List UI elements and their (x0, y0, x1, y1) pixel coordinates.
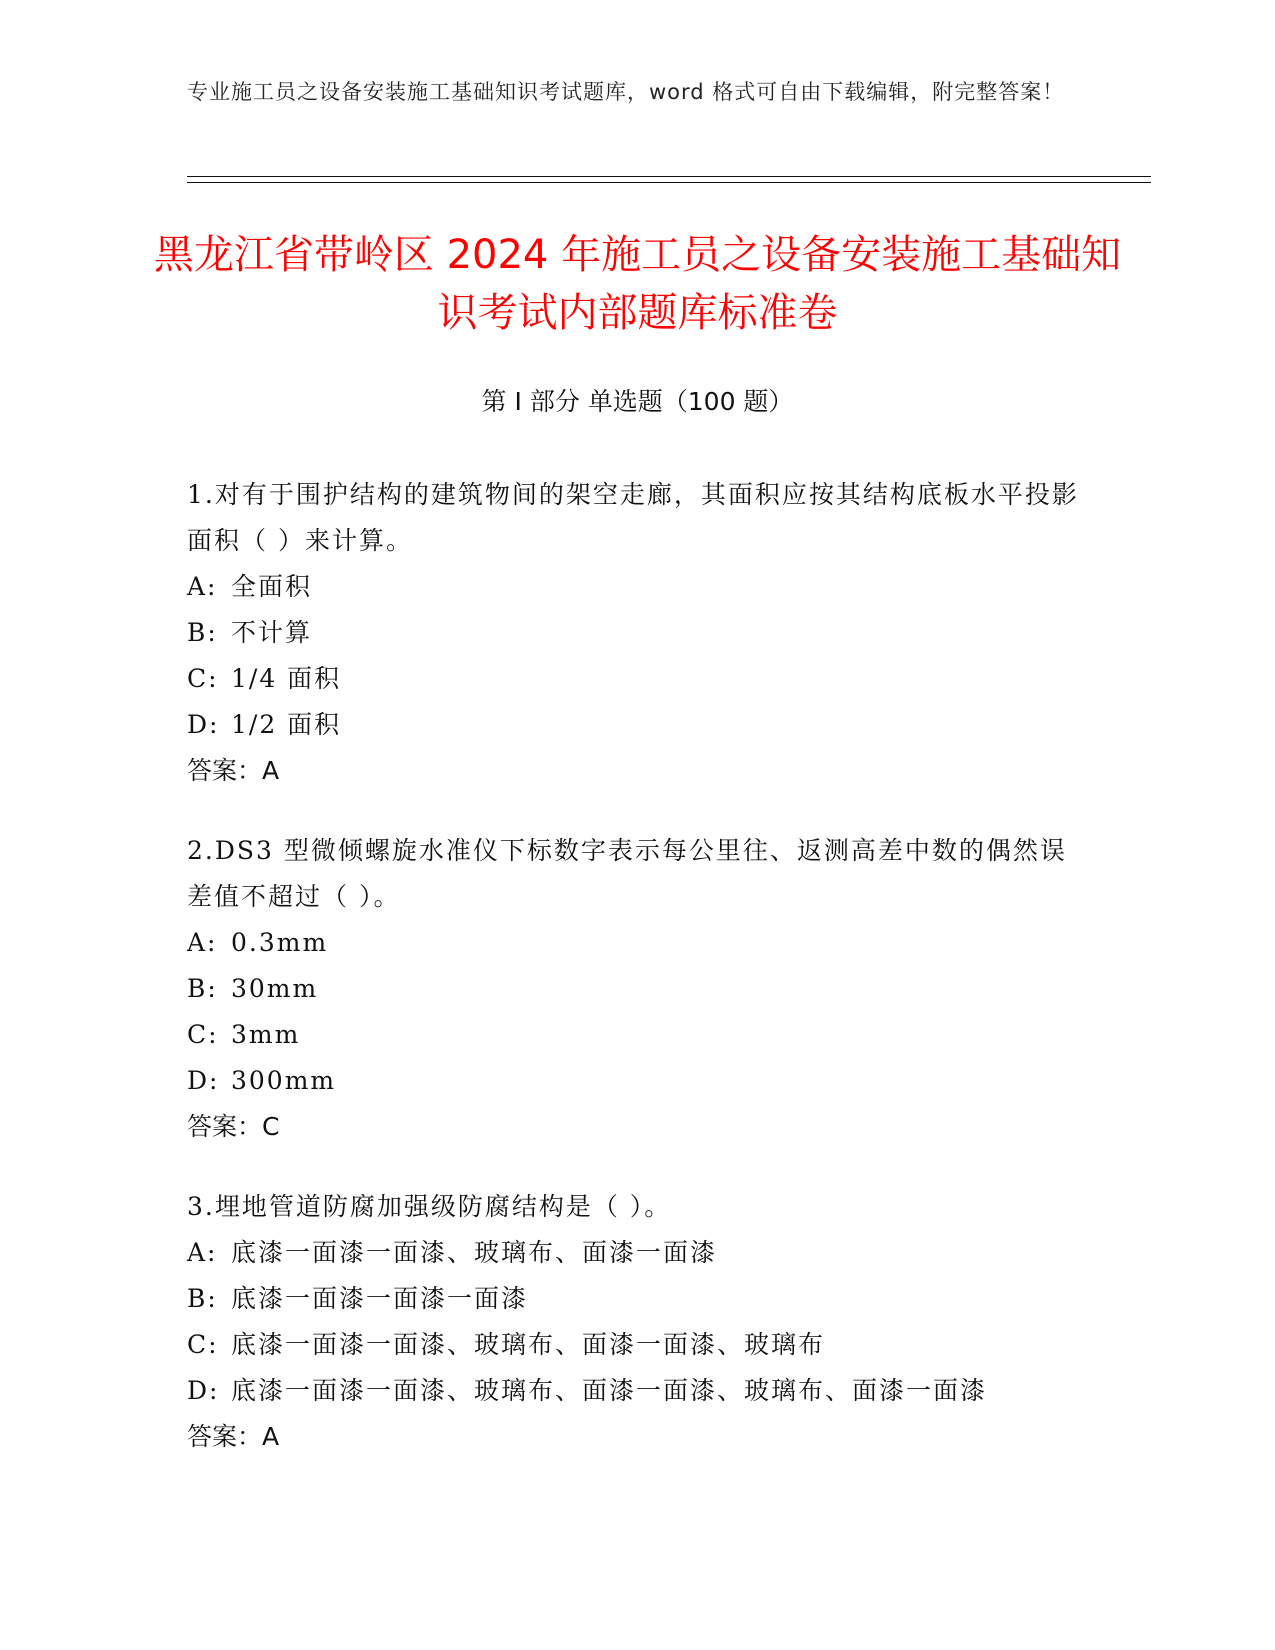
option-letter: A: (187, 928, 218, 957)
option-a (187, 920, 1087, 966)
option-letter: D: (187, 1066, 220, 1095)
option-b (187, 1276, 1087, 1322)
question-text: DS3 型微倾螺旋水准仪下标数字表示每公里往、返测高差中数的偶然误差值不超过（ ）。 (187, 836, 1067, 911)
header-divider-bottom (187, 182, 1151, 183)
header-note: 专业施工员之设备安装施工基础知识考试题库，word 格式可自由下载编辑，附完整答案！ (187, 80, 1065, 104)
option-text: 底漆一面漆一面漆、玻璃布、面漆一面漆 (231, 1238, 718, 1267)
question-text: 对有于围护结构的建筑物间的架空走廊，其面积应按其结构底板水平投影面积（ ）来计算。 (187, 480, 1079, 555)
option-c (187, 1322, 1087, 1368)
option-text: 3mm (231, 1020, 301, 1049)
section-heading: 第 I 部分 单选题（100 题） (481, 387, 794, 416)
answer: 答案：A (187, 756, 280, 785)
question-stem (187, 472, 1087, 564)
option-text: 1/2 面积 (231, 710, 342, 739)
option-letter: A: (187, 572, 218, 601)
question-number: 2. (187, 836, 215, 865)
option-letter: C: (187, 1020, 219, 1049)
option-text: 30mm (231, 974, 319, 1003)
option-d (187, 1368, 1087, 1414)
question-2 (187, 828, 1087, 1150)
question-number: 3. (187, 1192, 215, 1221)
header-divider-top (187, 176, 1151, 177)
option-text: 300mm (231, 1066, 337, 1095)
option-d (187, 1058, 1087, 1104)
option-b (187, 610, 1087, 656)
option-letter: D: (187, 1376, 220, 1405)
question-number: 1. (187, 480, 215, 509)
option-text: 1/4 面积 (231, 664, 342, 693)
answer: 答案：A (187, 1422, 280, 1451)
option-c (187, 656, 1087, 702)
option-letter: C: (187, 664, 219, 693)
option-text: 0.3mm (231, 928, 329, 957)
question-3 (187, 1184, 1087, 1460)
option-letter: B: (187, 974, 218, 1003)
option-a (187, 564, 1087, 610)
option-text: 不计算 (231, 618, 313, 647)
option-text: 底漆一面漆一面漆、玻璃布、面漆一面漆、玻璃布、面漆一面漆 (231, 1376, 988, 1405)
answer: 答案：C (187, 1112, 280, 1141)
option-letter: C: (187, 1330, 219, 1359)
option-letter: D: (187, 710, 220, 739)
option-letter: A: (187, 1238, 218, 1267)
option-text: 全面积 (231, 572, 313, 601)
option-letter: B: (187, 1284, 218, 1313)
question-text: 埋地管道防腐加强级防腐结构是（ ）。 (214, 1192, 672, 1221)
option-text: 底漆一面漆一面漆一面漆 (231, 1284, 529, 1313)
option-letter: B: (187, 618, 218, 647)
question-stem (187, 828, 1087, 920)
question-1 (187, 472, 1087, 794)
option-d (187, 702, 1087, 748)
question-stem (187, 1184, 1087, 1230)
question-list (187, 472, 1087, 1494)
option-text: 底漆一面漆一面漆、玻璃布、面漆一面漆、玻璃布 (231, 1330, 826, 1359)
document-title: 黑龙江省带岭区 2024 年施工员之设备安装施工基础知识考试内部题库标准卷 (153, 232, 1122, 336)
option-c (187, 1012, 1087, 1058)
option-a (187, 1230, 1087, 1276)
option-b (187, 966, 1087, 1012)
